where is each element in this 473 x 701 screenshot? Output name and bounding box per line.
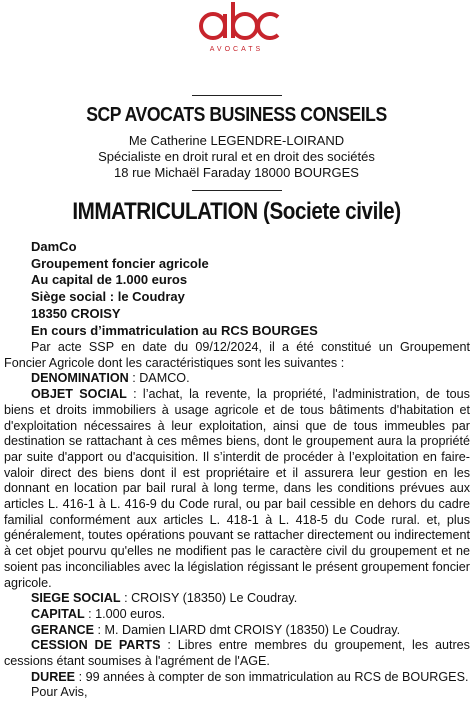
middle-divider <box>192 190 282 191</box>
logo-tagline: AVOCATS <box>209 46 264 53</box>
firm-name: SCP AVOCATS BUSINESS CONSEILS <box>86 104 387 126</box>
siege-label: SIEGE SOCIAL <box>31 591 121 606</box>
denomination-label: DENOMINATION <box>31 371 129 386</box>
closing-line: Pour Avis, <box>31 685 88 700</box>
duree-clause <box>4 670 470 686</box>
notice-title: IMMATRICULATION (Societe civile) <box>72 198 401 225</box>
firm-logo <box>0 0 473 62</box>
gerance-clause <box>4 623 470 639</box>
company-city: 18350 CROISY <box>31 305 121 321</box>
duree-value: : 99 années à compter de son immatriculation au RCS de BOURGES. <box>75 669 469 684</box>
company-capital: Au capital de 1.000 euros <box>31 272 188 288</box>
notice-body <box>4 340 470 701</box>
denomination-clause <box>4 371 470 387</box>
company-name: DamCo <box>31 239 77 254</box>
gerance-value: : M. Damien LIARD dmt CROISY (18350) Le Coudray. <box>93 622 401 637</box>
top-divider <box>192 95 282 96</box>
company-status: En cours d’immatriculation au RCS BOURGES <box>31 322 318 338</box>
abc-logo-icon <box>182 0 292 48</box>
capital-value: : 1.000 euros. <box>84 606 166 621</box>
denomination-value: : DAMCO. <box>128 371 190 386</box>
gerance-label: GERANCE <box>31 622 94 637</box>
company-block <box>31 239 318 339</box>
objet-clause <box>4 387 470 591</box>
company-seat: Siège social : le Coudray <box>31 289 185 305</box>
capital-clause <box>4 607 470 623</box>
intro-paragraph: Par acte SSP en date du 09/12/2024, il a été constitué un Groupement Foncier Agricole dont les caractéristiques sont les suivantes : <box>4 340 470 370</box>
duree-label: DUREE <box>31 669 76 684</box>
cession-value: : Libres entre membres du groupement, les autres cessions étant soumises à l'agrément de l'AGE. <box>4 638 470 669</box>
cession-label: CESSION DE PARTS <box>31 638 161 653</box>
cession-clause <box>4 638 470 669</box>
siege-value: : CROISY (18350) Le Coudray. <box>120 591 298 606</box>
objet-label: OBJET SOCIAL <box>31 387 127 402</box>
objet-value: : l’achat, la revente, la propriété, l'administration, de tous biens et droits immobiliers à usage agricole et de tous bâtiments d'habitation et d'exploitation nécessaires à leur exploitation, ainsi que de tous immeubles par destination se rattachant à ces mêmes biens, dont le groupement aura la propriété par suite d'apport ou d'acquisition. Il s’interdit de procéder à l’exploitation en faire-valoir direct des biens dont il est propriétaire et il assurera leur gestion en les donnant en location par bail rural à long terme, dans les conditions prévues aux articles L. 416-1 à L. 416-9 du Code rural, ou par bail cessible en dehors du cadre familial conformément aux articles L. 418-1 à L. 418-5 du Code rural. et, plus généralement, toutes opérations pouvant se rattacher directement ou indirectement à cet objet pourvu qu'elles ne modifient pas le caractère civil du groupement et ne soient pas inconciliables avec la législation régissant le présent groupement foncier agricole. <box>4 387 470 590</box>
firm-address: 18 rue Michaël Faraday 18000 BOURGES <box>114 165 359 180</box>
siege-clause <box>4 591 470 607</box>
lawyer-name: Me Catherine LEGENDRE-LOIRAND <box>128 133 345 148</box>
capital-label: CAPITAL <box>31 606 85 621</box>
lawyer-specialty: Spécialiste en droit rural et en droit des sociétés <box>98 149 375 164</box>
company-type: Groupement foncier agricole <box>31 255 209 271</box>
